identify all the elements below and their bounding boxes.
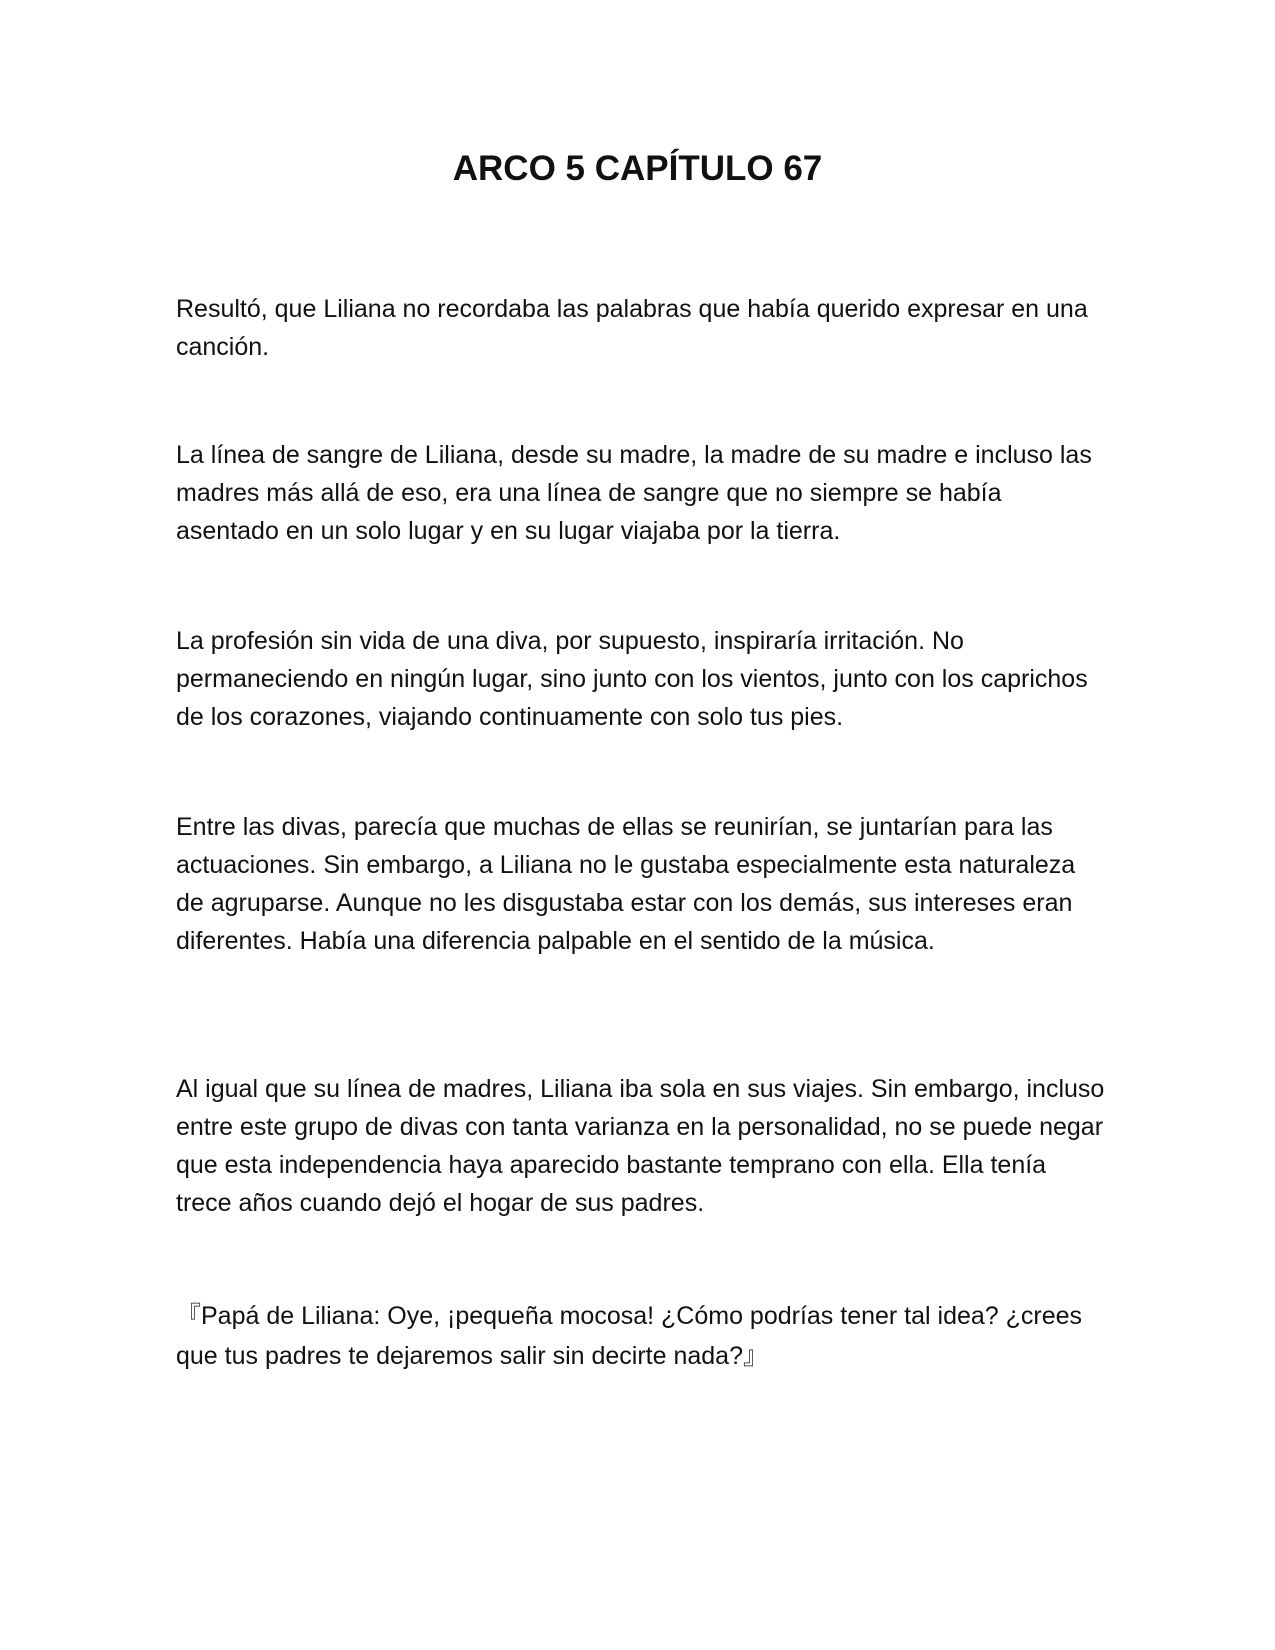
paragraph-4: Entre las divas, parecía que muchas de ellas se reunirían, se juntarían para las actuaciones. Sin embargo, a Liliana no le gustaba especialmente esta naturaleza de agruparse. Aunque no les disgustaba estar con los demás, sus intereses eran diferentes. Había una diferencia palpable en el sentido de la música. [176, 813, 1076, 955]
paragraph-3: La profesión sin vida de una diva, por supuesto, inspiraría irritación. No permaneciendo en ningún lugar, sino junto con los vientos, junto con los caprichos de los corazones, viajando continuamente con solo tus pies. [176, 627, 1088, 731]
paragraph-5: Al igual que su línea de madres, Liliana iba sola en sus viajes. Sin embargo, incluso entre este grupo de divas con tanta varianza en la personalidad, no se puede negar que esta independencia haya aparecido bastante temprano con ella. Ella tenía trece años cuando dejó el hogar de sus padres. [176, 1075, 1105, 1217]
paragraph-1: Resultó, que Liliana no recordaba las palabras que había querido expresar en una canción. [176, 295, 1088, 361]
paragraph-2: La línea de sangre de Liliana, desde su madre, la madre de su madre e incluso las madres más allá de eso, era una línea de sangre que no siempre se había asentado en un solo lugar y en su lugar viajaba por la tierra. [176, 441, 1092, 545]
dialogue-paragraph: 『Papá de Liliana: Oye, ¡pequeña mocosa! ¿Cómo podrías tener tal idea? ¿crees que tus padres te dejaremos salir sin decirte nada?』 [176, 1302, 1083, 1370]
chapter-title: ARCO 5 CAPÍTULO 67 [452, 149, 823, 188]
